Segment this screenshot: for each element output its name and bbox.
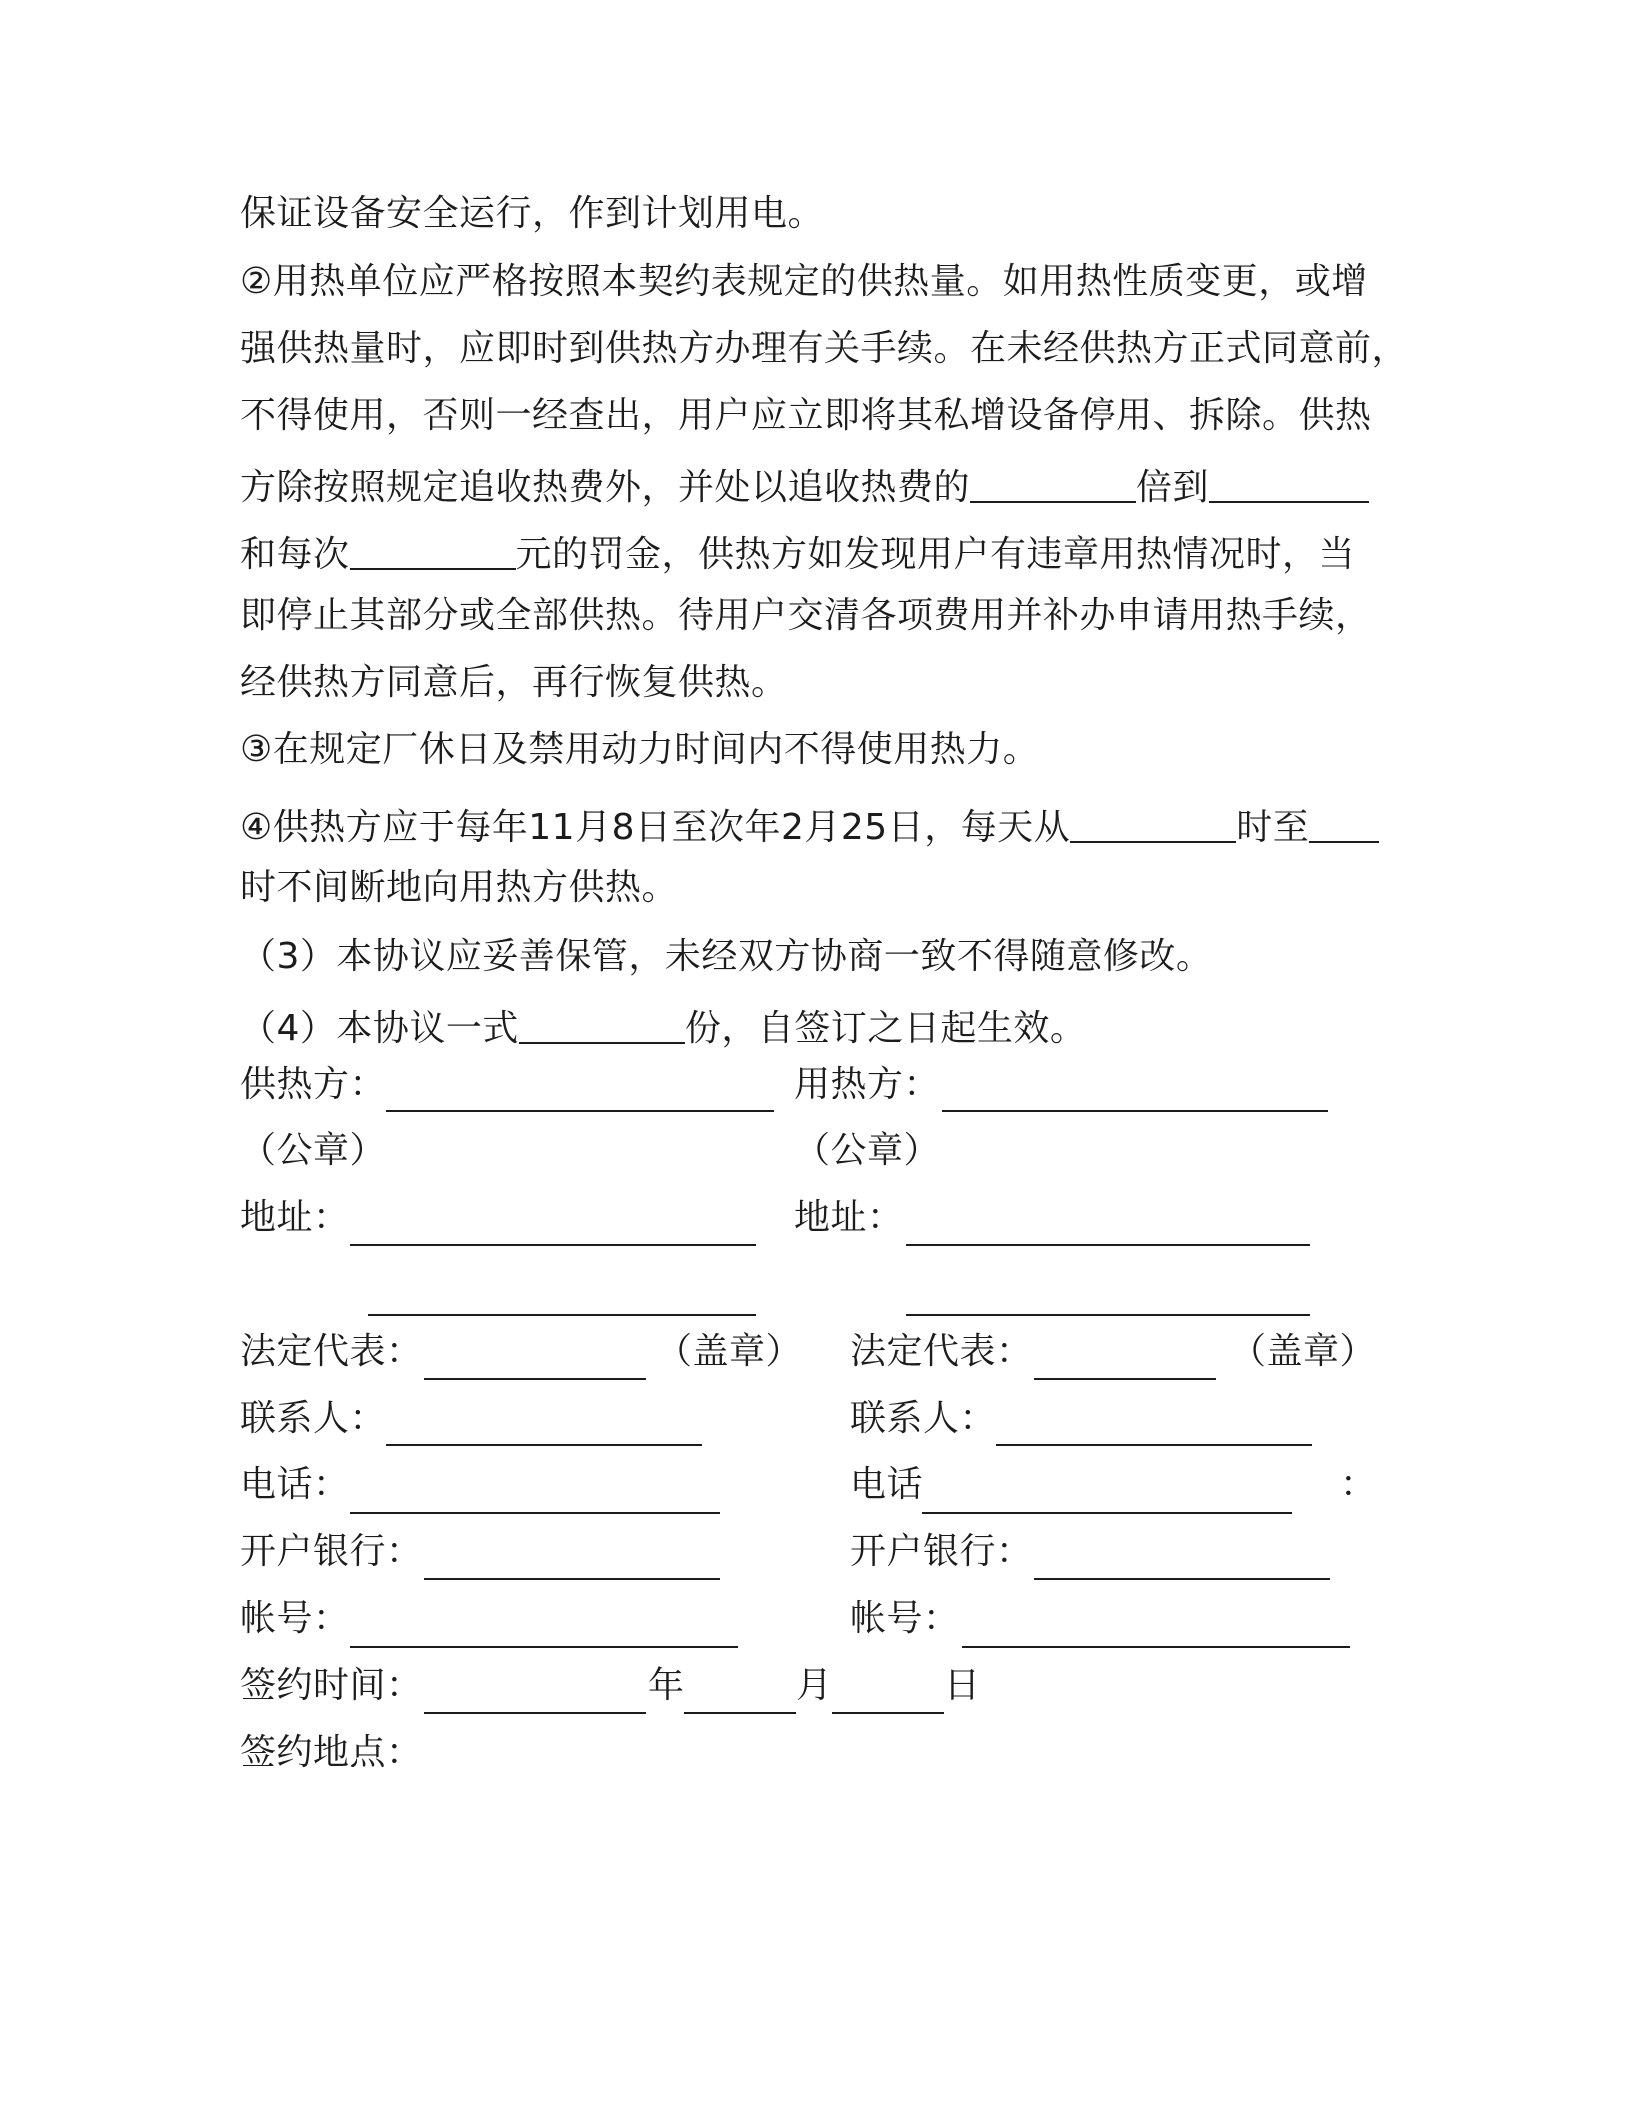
text-segment: 倍到	[1136, 467, 1210, 508]
supplier-account-label: 帐号：	[240, 1598, 350, 1639]
user-phone-field[interactable]	[922, 1512, 1292, 1514]
user-address-field-2[interactable]	[906, 1314, 1310, 1316]
supplier-address-field-2[interactable]	[368, 1314, 756, 1316]
fill-blank[interactable]	[350, 520, 516, 570]
user-phone-colon: ：	[1340, 1464, 1377, 1505]
day-label: 日	[944, 1665, 981, 1706]
text-line: 强供热量时，应即时到供热方办理有关手续。在未经供热方正式同意前，	[240, 328, 1409, 369]
supplier-phone-label: 电话：	[240, 1464, 350, 1505]
user-contact-label: 联系人：	[850, 1398, 997, 1439]
user-field[interactable]	[942, 1110, 1328, 1112]
supplier-bank-label: 开户银行：	[240, 1531, 423, 1572]
supplier-contact-label: 联系人：	[240, 1398, 387, 1439]
year-label: 年	[648, 1665, 685, 1706]
user-contact-field[interactable]	[996, 1444, 1312, 1446]
text-line: 时不间断地向用热方供热。	[240, 867, 679, 908]
user-stamp-label: （盖章）	[1230, 1331, 1377, 1372]
fill-blank[interactable]	[970, 453, 1136, 503]
user-account-field[interactable]	[962, 1646, 1350, 1648]
text-line	[240, 994, 1086, 1054]
text-segment: 和每次	[240, 534, 350, 575]
user-legal-rep-label: 法定代表：	[850, 1331, 1033, 1372]
sign-day-field[interactable]	[832, 1712, 944, 1714]
fill-blank[interactable]	[1209, 453, 1369, 503]
user-phone-label: 电话	[850, 1464, 924, 1505]
text-line: 经供热方同意后，再行恢复供热。	[240, 662, 788, 703]
supplier-address-field[interactable]	[350, 1244, 756, 1246]
fill-blank[interactable]	[519, 994, 685, 1044]
text-line	[240, 453, 1369, 513]
fill-blank[interactable]	[1309, 793, 1379, 843]
text-line: ③在规定厂休日及禁用动力时间内不得使用热力。	[240, 729, 1040, 770]
text-segment: 元的罚金，供热方如发现用户有违章用热情况时，当	[515, 534, 1356, 575]
supplier-stamp-label: （盖章）	[656, 1331, 803, 1372]
sign-year-field[interactable]	[424, 1712, 646, 1714]
text-line: （3）本协议应妥善保管，未经双方协商一致不得随意修改。	[240, 936, 1213, 977]
supplier-account-field[interactable]	[350, 1646, 738, 1648]
supplier-phone-field[interactable]	[350, 1512, 720, 1514]
supplier-label: 供热方：	[240, 1064, 387, 1105]
text-segment: 时至	[1236, 807, 1310, 848]
text-line	[240, 793, 1379, 853]
sign-time-label: 签约时间：	[240, 1665, 423, 1706]
fill-blank[interactable]	[1070, 793, 1236, 843]
sign-month-field[interactable]	[684, 1712, 796, 1714]
supplier-address-label: 地址：	[240, 1197, 350, 1238]
text-segment: 方除按照规定追收热费外，并处以追收热费的	[240, 467, 971, 508]
supplier-field[interactable]	[386, 1110, 774, 1112]
user-seal-label: （公章）	[794, 1130, 941, 1171]
text-segment: （4）本协议一式	[240, 1008, 519, 1049]
text-line: 不得使用，否则一经查出，用户应立即将其私增设备停用、拆除。供热	[240, 395, 1372, 436]
month-label: 月	[796, 1665, 833, 1706]
user-address-label: 地址：	[794, 1197, 904, 1238]
text-line: ②用热单位应严格按照本契约表规定的供热量。如用热性质变更，或增	[240, 261, 1368, 302]
user-account-label: 帐号：	[850, 1598, 960, 1639]
supplier-seal-label: （公章）	[240, 1130, 387, 1171]
text-line: 即停止其部分或全部供热。待用户交清各项费用并补办申请用热手续，	[240, 595, 1372, 636]
text-segment: 份，自签订之日起生效。	[684, 1008, 1087, 1049]
user-address-field[interactable]	[906, 1244, 1310, 1246]
text-line	[240, 520, 1355, 580]
supplier-contact-field[interactable]	[386, 1444, 702, 1446]
supplier-legal-rep-label: 法定代表：	[240, 1331, 423, 1372]
user-label: 用热方：	[794, 1064, 941, 1105]
text-segment: ④供热方应于每年11月8日至次年2月25日，每天从	[240, 807, 1071, 848]
user-legal-rep-field[interactable]	[1034, 1378, 1216, 1380]
user-bank-label: 开户银行：	[850, 1531, 1033, 1572]
text-line: 保证设备安全运行，作到计划用电。	[240, 193, 825, 234]
supplier-legal-rep-field[interactable]	[424, 1378, 646, 1380]
user-bank-field[interactable]	[1034, 1578, 1330, 1580]
sign-place-label: 签约地点：	[240, 1732, 423, 1773]
supplier-bank-field[interactable]	[424, 1578, 720, 1580]
